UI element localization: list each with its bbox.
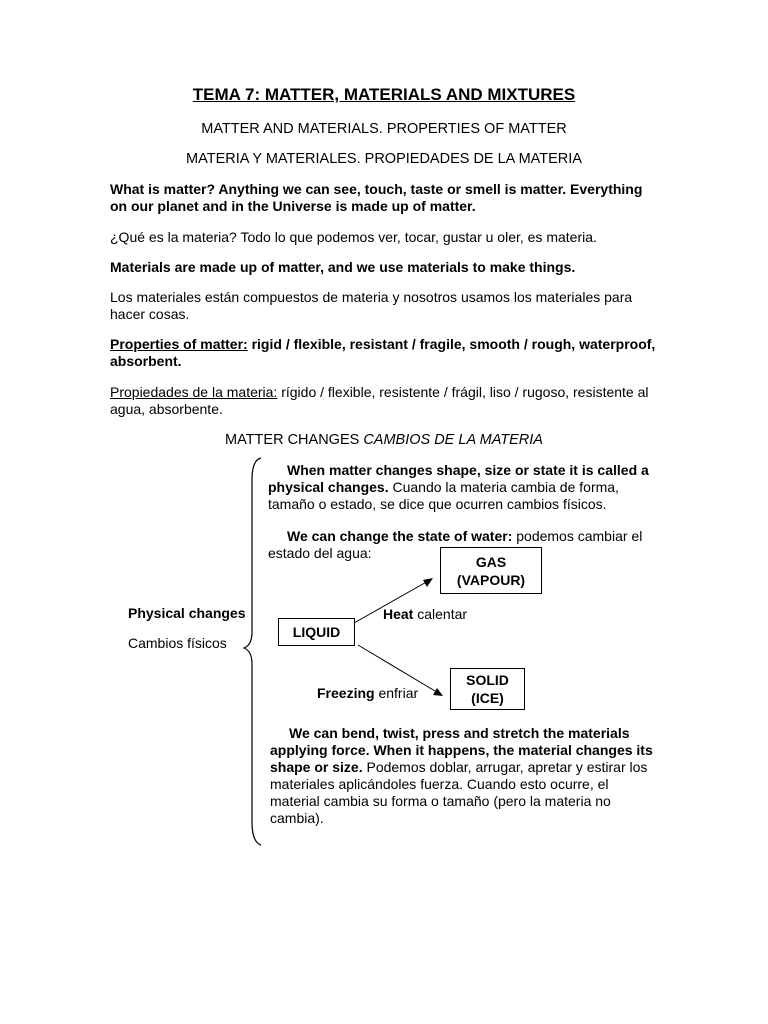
materials-definition-en: Materials are made up of matter, and we use materials to make things. xyxy=(110,259,576,275)
heat-label-es: calentar xyxy=(413,606,468,622)
heat-arrowhead xyxy=(423,578,433,587)
force-changes-es: Podemos doblar, arrugar, apretar y estirar los materiales aplicándoles fuerza. Cuando esto ocurre, el material cambia su forma o tamaño (pero la materia no cambia). xyxy=(270,759,648,826)
force-changes-bold: We can bend, twist, press and stretch the materials applying force. When it happens, the material changes its shape or size. xyxy=(270,725,653,775)
ice-label: (ICE) xyxy=(471,690,504,706)
subtitle-spanish: MATERIA Y MATERIALES. PROPIEDADES DE LA MATERIA xyxy=(186,151,582,167)
properties-en-label: Properties of matter: xyxy=(110,336,248,352)
freezing-label xyxy=(317,685,418,702)
matter-changes-heading-es: CAMBIOS DE LA MATERIA xyxy=(363,432,543,448)
matter-definition-es: ¿Qué es la materia? Todo lo que podemos ver, tocar, gustar u oler, es materia. xyxy=(110,229,597,245)
heat-label xyxy=(383,606,467,623)
page-title: TEMA 7: MATTER, MATERIALS AND MIXTURES xyxy=(192,85,576,104)
physical-changes-label: Physical changes xyxy=(128,605,246,621)
materials-definition-es: Los materiales están compuestos de materia y nosotros usamos los materiales para hacer cosas. xyxy=(110,289,633,322)
liquid-box xyxy=(278,618,355,646)
curly-brace xyxy=(244,458,261,845)
heat-label-bold: Heat xyxy=(383,606,414,622)
physical-changes-definition-bold: When matter changes shape, size or state it is called a physical changes. xyxy=(268,462,649,495)
freezing-arrowhead xyxy=(433,688,443,696)
gas-label: GAS xyxy=(475,553,507,570)
physical-changes-label-es: Cambios físicos xyxy=(128,635,227,651)
matter-definition-en: What is matter? Anything we can see, touch, taste or smell is matter. Everything on our planet and in the Universe is made up of matter. xyxy=(110,181,643,214)
freezing-label-es: enfriar xyxy=(374,685,419,701)
solid-ice-box xyxy=(450,668,525,710)
properties-en-text: rigid / flexible, resistant / fragile, smooth / rough, waterproof, absorbent. xyxy=(110,336,656,369)
freezing-label-bold: Freezing xyxy=(317,685,375,701)
gas-vapour-box xyxy=(440,547,542,594)
water-state-intro-es: podemos cambiar el estado del agua: xyxy=(268,528,643,561)
properties-es-label: Propiedades de la materia: xyxy=(110,384,278,400)
liquid-label: LIQUID xyxy=(292,624,341,640)
matter-changes-heading-en: MATTER CHANGES xyxy=(225,432,364,448)
properties-es-text: rígido / flexible, resistente / frágil, liso / rugoso, resistente al agua, absorbente. xyxy=(110,384,649,417)
subtitle-english: MATTER AND MATERIALS. PROPERTIES OF MATTER xyxy=(201,121,567,137)
solid-label: SOLID xyxy=(466,672,509,688)
physical-changes-definition xyxy=(268,462,660,513)
force-changes-paragraph xyxy=(270,725,660,827)
physical-changes-definition-es: Cuando la materia cambia de forma, tamaño o estado, se dice que ocurren cambios físicos. xyxy=(268,479,619,512)
vapour-label: (VAPOUR) xyxy=(456,571,526,588)
water-state-intro-bold: We can change the state of water: xyxy=(287,528,513,544)
